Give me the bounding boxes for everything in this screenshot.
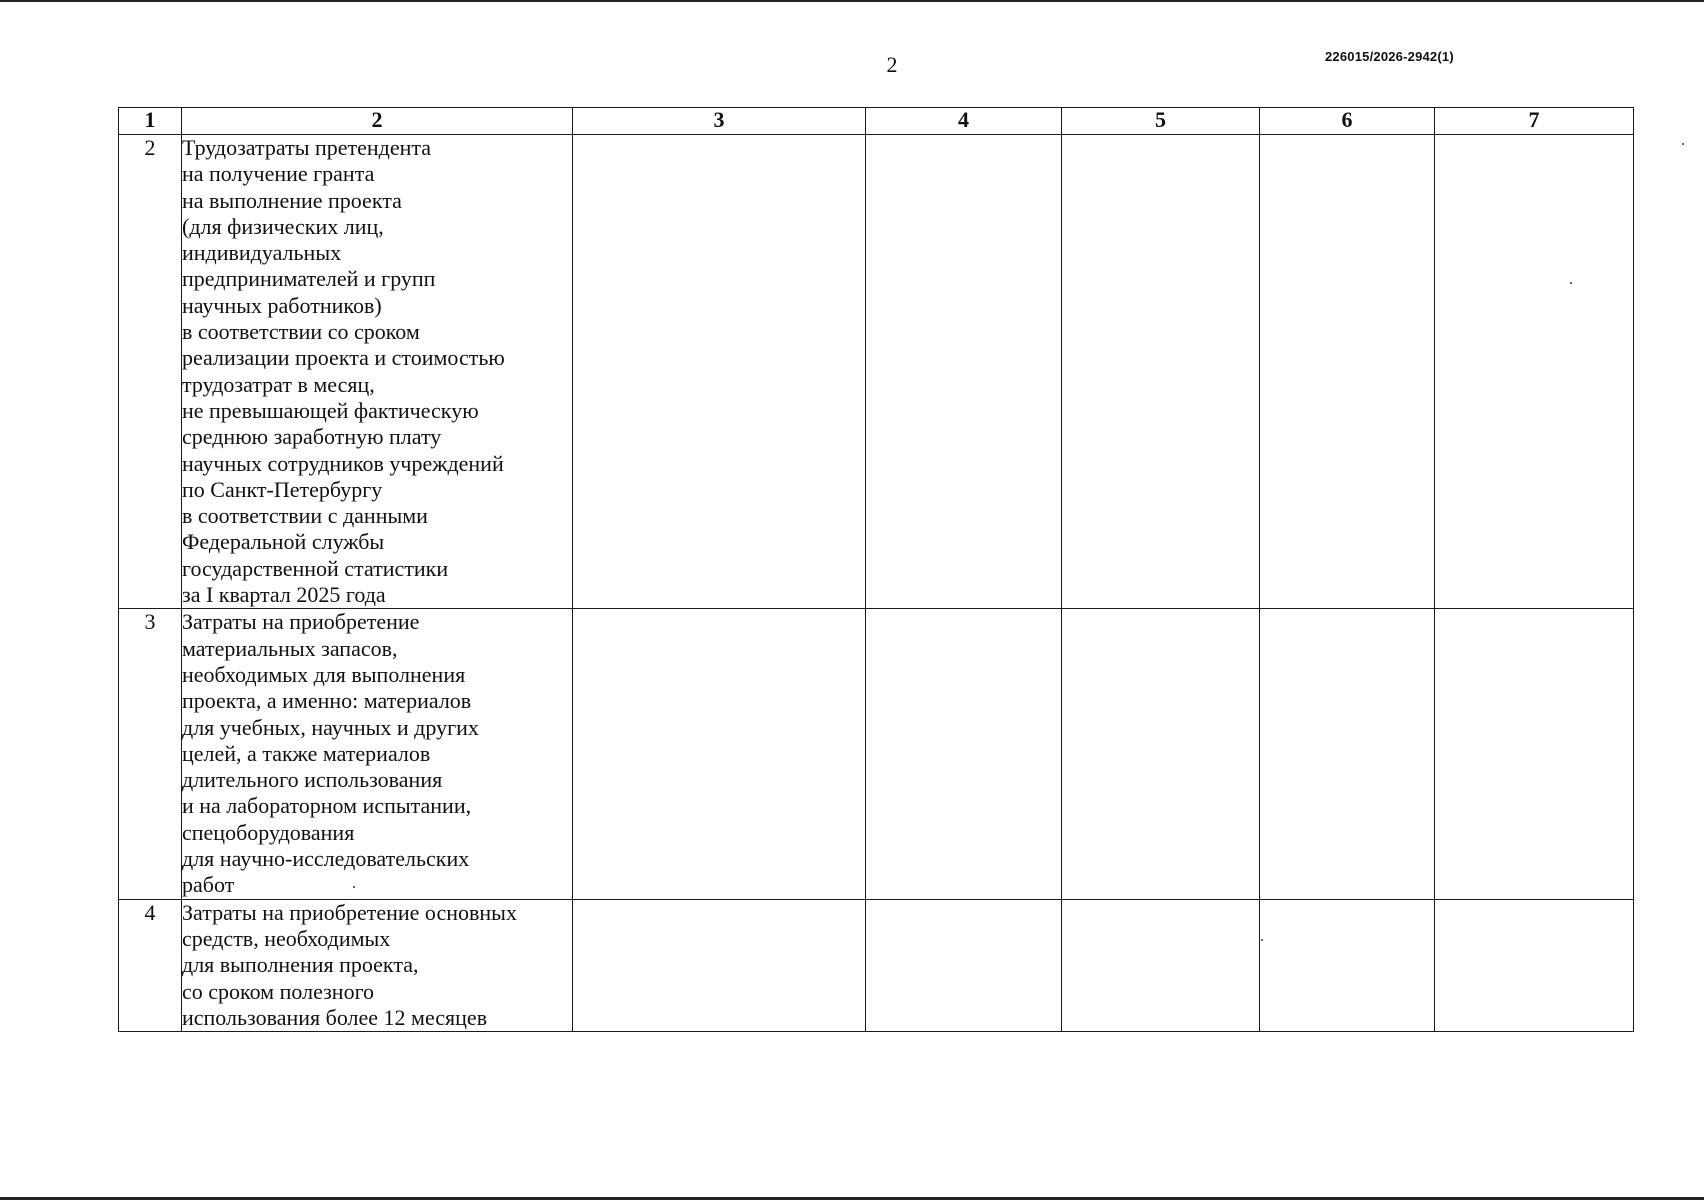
description-line: материальных запасов, [182,635,398,661]
row-number: 3 [119,609,182,899]
description-line: трудозатрат в месяц, [182,371,375,397]
page-number: 2 [886,52,898,77]
description-line: средств, необходимых [182,925,391,951]
empty-cell-col-7 [1435,135,1634,609]
empty-cell-col-6 [1260,609,1435,899]
empty-cell-col-3 [573,609,866,899]
table-row [119,609,1634,899]
scan-speck [1261,939,1263,941]
empty-cell-col-4 [866,135,1062,609]
column-header: 4 [866,108,1062,135]
column-header: 5 [1062,108,1260,135]
description-line: в соответствии с данными [182,503,428,529]
description-line: длительного использования [182,767,443,793]
column-header: 7 [1435,108,1634,135]
description-line: среднюю заработную плату [182,424,442,450]
empty-cell-col-4 [866,899,1062,1031]
empty-cell-col-5 [1062,135,1260,609]
scan-edge-top [0,0,1704,2]
description-line: со сроком полезного [182,978,375,1004]
description-line: за I квартал 2025 года [182,582,386,608]
description-line: спецоборудования [182,819,355,845]
scan-speck [1682,143,1684,145]
empty-cell-col-3 [573,135,866,609]
cost-item-description [182,899,573,1031]
description-line: на получение гранта [182,161,375,187]
scan-speck [353,886,355,888]
cost-item-description [182,135,573,609]
description-line: Затраты на приобретение основных [182,899,517,925]
description-line: в соответствии со сроком [182,319,420,345]
cost-item-description [182,609,573,899]
table-header-row [119,108,1634,135]
description-line: Федеральной службы [182,529,385,555]
description-line: научных сотрудников учреждений [182,450,504,476]
description-line: целей, а также материалов [182,740,431,766]
description-line: (для физических лиц, [182,213,384,239]
empty-cell-col-6 [1260,899,1435,1031]
empty-cell-col-7 [1435,609,1634,899]
description-line: работ [182,872,235,898]
description-line: и на лабораторном испытании, [182,793,472,819]
description-line: реализации проекта и стоимостью [182,345,505,371]
description-line: на выполнение проекта [182,187,402,213]
empty-cell-col-3 [573,899,866,1031]
empty-cell-col-5 [1062,609,1260,899]
description-line: научных работников) [182,292,382,318]
description-line: Затраты на приобретение [182,609,420,635]
empty-cell-col-4 [866,609,1062,899]
column-header: 2 [182,108,573,135]
description-line: для научно-исследовательских [182,846,470,872]
empty-cell-col-5 [1062,899,1260,1031]
description-line: использования более 12 месяцев [182,1004,488,1030]
table-body [119,135,1634,1032]
cost-table [118,107,1634,1032]
description-line: Трудозатраты претендента [182,135,432,160]
description-line: индивидуальных [182,240,342,266]
empty-cell-col-6 [1260,135,1435,609]
row-number: 4 [119,899,182,1031]
description-line: необходимых для выполнения [182,661,466,687]
row-number: 2 [119,135,182,609]
column-header: 1 [119,108,182,135]
description-line: не превышающей фактическую [182,397,479,423]
column-header: 6 [1260,108,1435,135]
description-line: проекта, а именно: материалов [182,688,472,714]
description-line: по Санкт-Петербургу [182,476,383,502]
column-header: 3 [573,108,866,135]
description-line: для учебных, научных и других [182,714,479,740]
scan-speck [1570,282,1572,284]
document-id: 226015/2026-2942(1) [1325,49,1454,64]
table-row [119,135,1634,609]
description-line: государственной статистики [182,555,449,581]
empty-cell-col-7 [1435,899,1634,1031]
table-row [119,899,1634,1031]
description-line: предпринимателей и групп [182,266,436,292]
description-line: для выполнения проекта, [182,952,419,978]
